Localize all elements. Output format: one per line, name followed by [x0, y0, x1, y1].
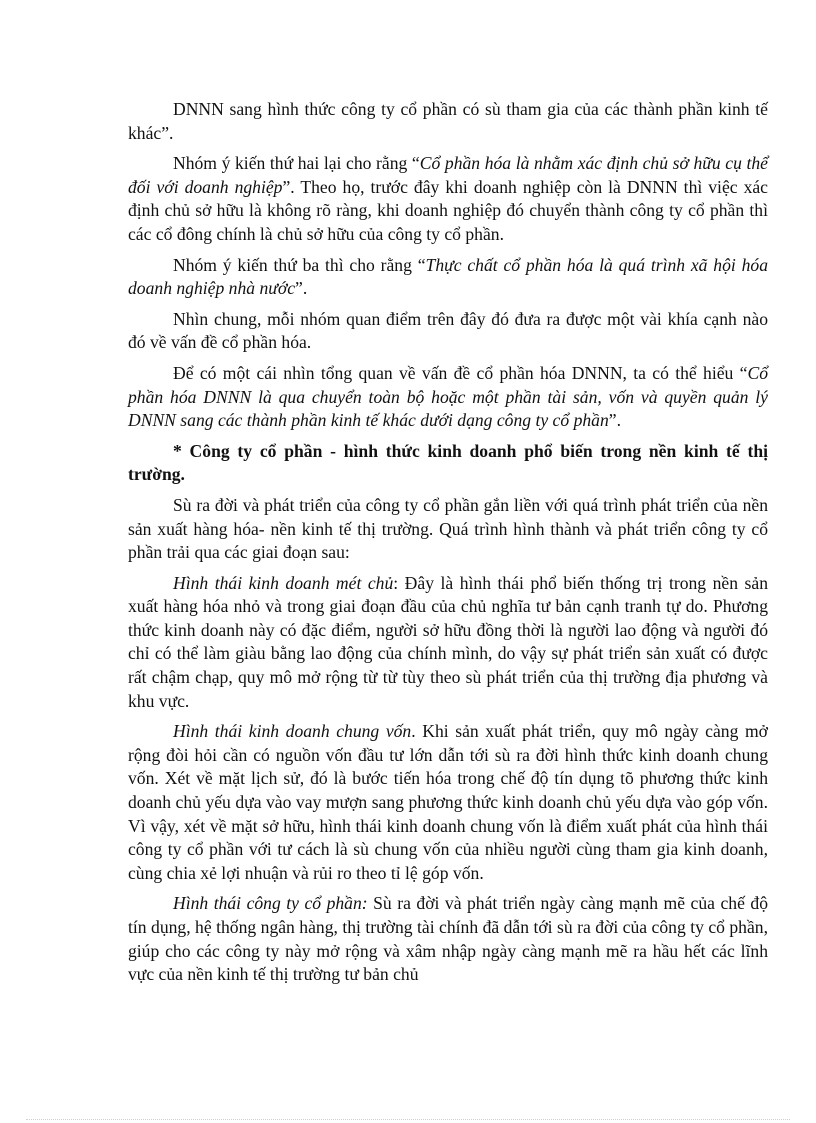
italic-quote: Cổ phần hóa là nhằm xác định chủ sở hữu cụ thể đối với doanh nghiệp — [128, 153, 768, 197]
italic-term: Hình thái công ty cổ phần: — [173, 893, 368, 914]
page-bottom-divider — [26, 1119, 790, 1120]
paragraph-text: Sù ra đời và phát triển ngày càng mạnh mẽ của chế độ tín dụng, hệ thống ngân hàng, thị trường tài chính đã dẫn tới sù ra đời của công ty cổ phần, giúp cho các công ty này mở rộng và xâm nhập ngày càng mạnh mẽ ra hầu hết các lĩnh vực của nền kinh tế thị trường tư bản chủ — [128, 893, 768, 985]
heading-text: * Công ty cổ phần - hình thức kinh doanh phổ biến trong nền kinh tế thị trường. — [128, 440, 768, 485]
paragraph-text: Nhìn chung, mỗi nhóm quan điểm trên đây đó đưa ra được một vài khía cạnh nào đó về vấn đề cổ phần hóa. — [128, 308, 768, 353]
section-heading — [128, 440, 768, 487]
document-page — [128, 98, 768, 994]
paragraph-2 — [128, 152, 768, 246]
paragraph-text: ”. — [608, 410, 621, 431]
paragraph-text: DNNN sang hình thức công ty cổ phần có sù tham gia của các thành phần kinh tế khác”. — [128, 99, 768, 143]
paragraph-text: : Đây là hình thái phổ biến thống trị trong nền sản xuất hàng hóa nhỏ và trong giai đoạn đầu của chủ nghĩa tư bản cạnh tranh tự do. Phương thức kinh doanh này có đặc điểm, người sở hữu đồng thời là người lao động và người đó chỉ có thể làm giàu bằng lao động của chính mình, do vậy sự phát triển sản xuất có được rất chậm chạp, quy mô mở rộng từ từ tùy theo sù phát triển của thị trường địa phương và khu vực. — [128, 572, 768, 711]
paragraph-1 — [128, 98, 768, 145]
paragraph-text: . Khi sản xuất phát triển, quy mô ngày càng mở rộng đòi hỏi cần có nguồn vốn đầu tư lớn dẫn tới sù ra đời hình thức kinh doanh chung vốn. Xét về mặt lịch sử, đó là bước tiến hóa trong chế độ tín dụng tõ phương thức kinh doanh chủ yếu dựa vào vay mượn sang phương thức kinh doanh chủ yếu dựa vào góp vốn. Vì vậy, xét về mặt sở hữu, hình thái kinh doanh chung vốn là điểm xuất phát của hình thái công ty cổ phần với tư cách là sù chung vốn của nhiều người cùng tham gia kinh doanh, cùng chia xẻ lợi nhuận và rủi ro theo tỉ lệ góp vốn. — [128, 721, 768, 883]
paragraph-text: Nhóm ý kiến thứ ba thì cho rằng “ — [173, 254, 426, 275]
paragraph-text: Sù ra đời và phát triển của công ty cổ phần gắn liền với quá trình phát triển của nền sản xuất hàng hóa- nền kinh tế thị trường. Quá trình hình thành và phát triển công ty cổ phần trải qua các giai đoạn sau: — [128, 494, 768, 563]
paragraph-text: ”. Theo họ, trước đây khi doanh nghiệp còn là DNNN thì việc xác định chủ sở hữu là không rõ ràng, khi doanh nghiệp đó chuyển thành công ty cổ phần thì các cổ đông chính là chủ sở hữu của công ty cổ phần. — [128, 176, 768, 244]
paragraph-3 — [128, 254, 768, 301]
italic-term: Hình thái kinh doanh mét chủ — [173, 572, 394, 593]
paragraph-4 — [128, 308, 768, 355]
italic-term: Hình thái kinh doanh chung vốn — [173, 721, 412, 742]
paragraph-7 — [128, 494, 768, 565]
italic-quote: Thực chất cổ phần hóa là quá trình xã hội hóa doanh nghiệp nhà nước — [128, 254, 768, 299]
paragraph-10 — [128, 892, 768, 986]
paragraph-text: ”. — [295, 278, 308, 299]
paragraph-9 — [128, 720, 768, 885]
paragraph-5 — [128, 362, 768, 433]
paragraph-8 — [128, 572, 768, 714]
paragraph-text: Nhóm ý kiến thứ hai lại cho rằng “ — [173, 153, 420, 174]
italic-definition: Cổ phần hóa DNNN là qua chuyển toàn bộ hoặc một phần tài sản, vốn và quyền quản lý DNNN sang các thành phần kinh tế khác dưới dạng công ty cổ phần — [128, 362, 768, 431]
paragraph-text: Để có một cái nhìn tổng quan về vấn đề cổ phần hóa DNNN, ta có thể hiểu “ — [173, 362, 748, 383]
